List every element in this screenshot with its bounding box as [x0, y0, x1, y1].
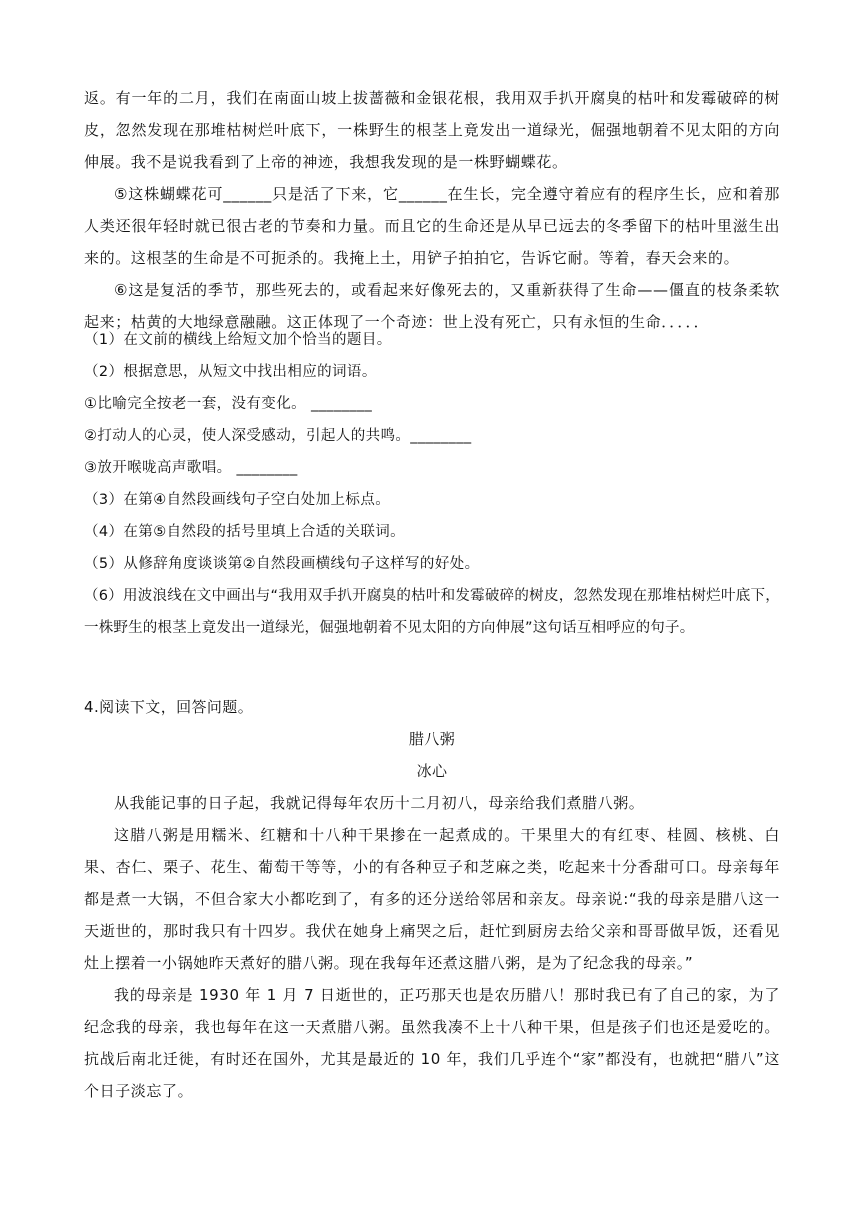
- question-3: （3）在第④自然段画线句子空白处加上标点。: [84, 492, 391, 508]
- article-author: 冰心: [416, 762, 448, 780]
- article-paragraph-1: 从我能记事的日子起，我就记得每年农历十二月初八，母亲给我们煮腊八粥。: [114, 794, 645, 812]
- question-4: （4）在第⑤自然段的括号里填上合适的关联词。: [84, 524, 406, 540]
- question-2-item-c: ③放开喉咙高声歌唱。 ________: [84, 460, 298, 476]
- question-list: [84, 324, 780, 644]
- question-6: （6）用波浪线在文中画出与“我用双手扒开腐臭的枯叶和发霉破碎的树皮，忽然发现在那堆枯树烂叶底下，一株野生的根茎上竟发出一道绿光，倔强地朝着不见太阳的方向伸展”这句话互相呼应的句子。: [84, 588, 780, 636]
- question-2-item-b: ②打动人的心灵，使人深受感动，引起人的共鸣。________: [84, 428, 472, 444]
- section-heading: 4.阅读下文，回答问题。: [84, 698, 254, 716]
- section-4: [84, 691, 780, 1107]
- story-paragraph-continuation: 返。有一年的二月，我们在南面山坡上拔蔷薇和金银花根，我用双手扒开腐臭的枯叶和发霉破碎的树皮，忽然发现在那堆枯树烂叶底下，一株野生的根茎上竟发出一道绿光，倔强地朝着不见太阳的方向伸展。我不是说我看到了上帝的神迹，我想我发现的是一株野蝴蝶花。: [84, 89, 780, 171]
- story-paragraph-5: ⑤这株蝴蝶花可______只是活了下来，它______在生长，完全遵守着应有的程序生长，应和着那人类还很年轻时就已很古老的节奏和力量。而且它的生命还是从早已远去的冬季留下的枯叶里滋生出来的。这根茎的生命是不可扼杀的。我掩上土，用铲子拍拍它，告诉它耐。等着，春天会来的。: [84, 185, 780, 267]
- question-2-item-a: ①比喻完全按老一套，没有变化。 ________: [84, 396, 373, 412]
- article-paragraph-2: 这腊八粥是用糯米、红糖和十八种干果掺在一起煮成的。干果里大的有红枣、桂圆、核桃、白果、杏仁、栗子、花生、葡萄干等等，小的有各种豆子和芝麻之类，吃起来十分香甜可口。母亲每年都是煮一大锅，不但合家大小都吃到了，有多的还分送给邻居和亲友。母亲说:“我的母亲是腊八这一天逝世的，那时我只有十四岁。我伏在她身上痛哭之后，赶忙到厨房去给父亲和哥哥做早饭，还看见灶上摆着一小锅她昨天煮好的腊八粥。现在我每年还煮这腊八粥，是为了纪念我的母亲。”: [84, 826, 780, 972]
- article-paragraph-3: 我的母亲是 1930 年 1 月 7 日逝世的，正巧那天也是农历腊八！那时我已有了自己的家，为了纪念我的母亲，我也每年在这一天煮腊八粥。虽然我凑不上十八种干果，但是孩子们也还是爱吃的。抗战后南北迁徙，有时还在国外，尤其是最近的 10 年，我们几乎连个“家”都没有，也就把“腊八”这个日子淡忘了。: [84, 986, 780, 1100]
- story-paragraph-6: ⑥这是复活的季节，那些死去的，或看起来好像死去的，又重新获得了生命——僵直的枝条柔软起来；枯黄的大地绿意融融。这正体现了一个奇迹：世上没有死亡，只有永恒的生命．．．．．: [84, 281, 780, 331]
- article-title: 腊八粥: [408, 730, 456, 748]
- question-2: （2）根据意思，从短文中找出相应的词语。: [84, 364, 377, 380]
- question-1: （1）在文前的横线上给短文加个恰当的题目。: [84, 332, 392, 348]
- story-text: [84, 82, 780, 338]
- question-5: （5）从修辞角度谈谈第②自然段画横线句子这样写的好处。: [84, 556, 480, 572]
